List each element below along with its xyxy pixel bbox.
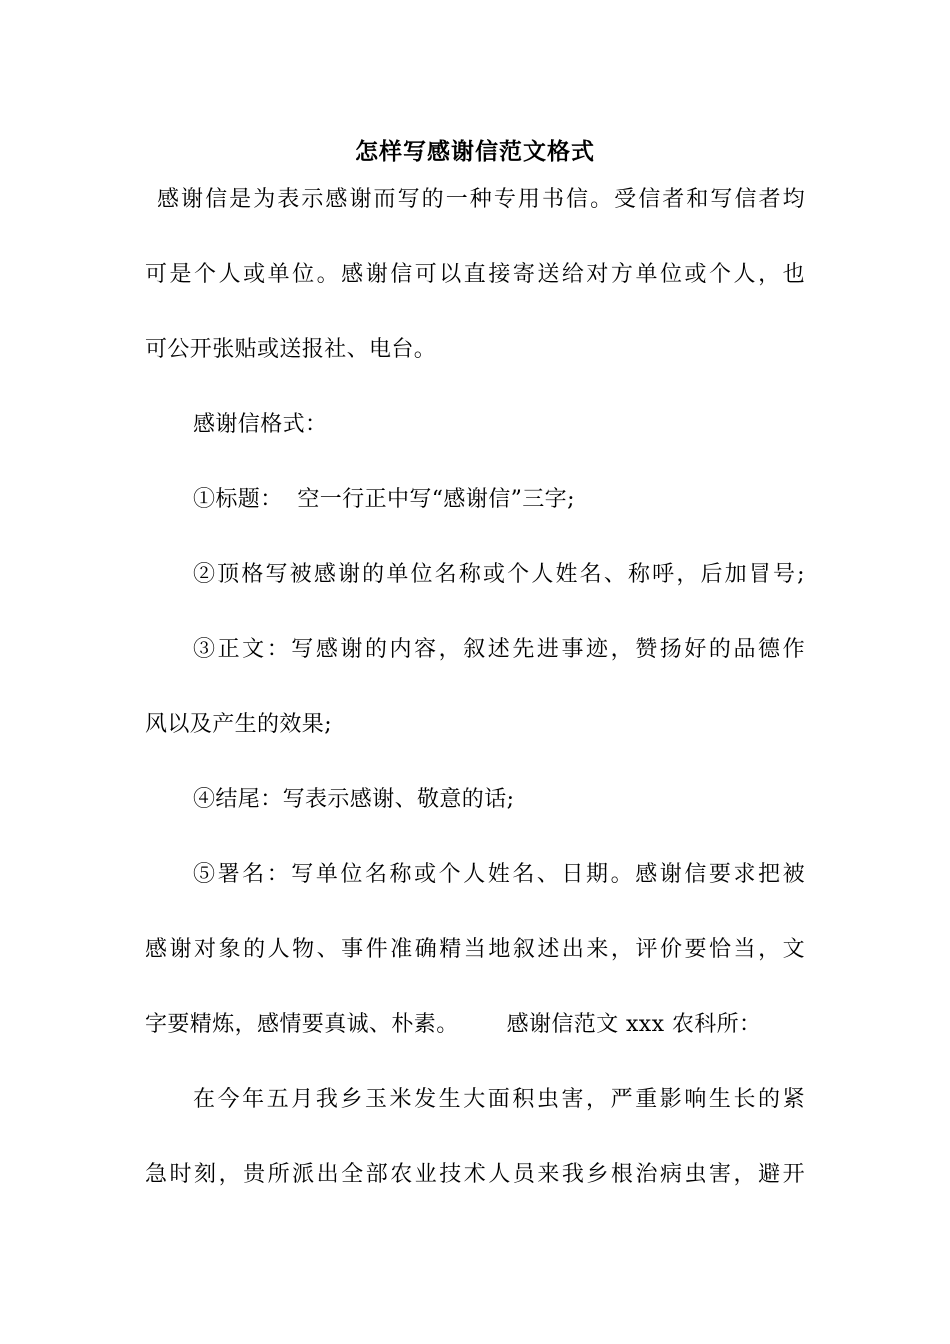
paragraph-line: 可公开张贴或送报社、电台。: [145, 337, 437, 362]
paragraph-line: 在今年五月我乡玉米发生大面积虫害，严重影响生长的紧: [193, 1087, 805, 1112]
paragraph-line: 感谢信是为表示感谢而写的一种专用书信。受信者和写信者均: [157, 187, 805, 212]
paragraph-line: 感谢信格式：: [193, 412, 328, 437]
paragraph-line: ②顶格写被感谢的单位名称或个人姓名、称呼，后加冒号;: [193, 562, 805, 587]
paragraph-line: ⑤署名：写单位名称或个人姓名、日期。感谢信要求把被: [193, 862, 805, 887]
paragraph-line: 感谢对象的人物、事件准确精当地叙述出来，评价要恰当，文: [145, 937, 805, 962]
paragraph-line: ④结尾：写表示感谢、敬意的话;: [193, 787, 515, 812]
paragraph-line: 风以及产生的效果;: [145, 712, 333, 737]
document-title: 怎样写感谢信范文格式: [355, 138, 595, 165]
paragraph-line: 急时刻，贵所派出全部农业技术人员来我乡根治病虫害，避开: [145, 1162, 805, 1187]
paragraph-line: ①标题： 空一行正中写“感谢信”三字;: [193, 487, 575, 512]
paragraph-line: ③正文：写感谢的内容，叙述先进事迹，赞扬好的品德作: [193, 637, 805, 662]
paragraph-line: [145, 1007, 805, 1043]
paragraph-line-part: 字要精炼，感情要真诚、朴素。: [145, 1012, 459, 1037]
paragraph-line: 可是个人或单位。感谢信可以直接寄送给对方单位或个人，也: [145, 262, 805, 287]
sample-heading: 感谢信范文 xxx 农科所：: [506, 1012, 762, 1037]
